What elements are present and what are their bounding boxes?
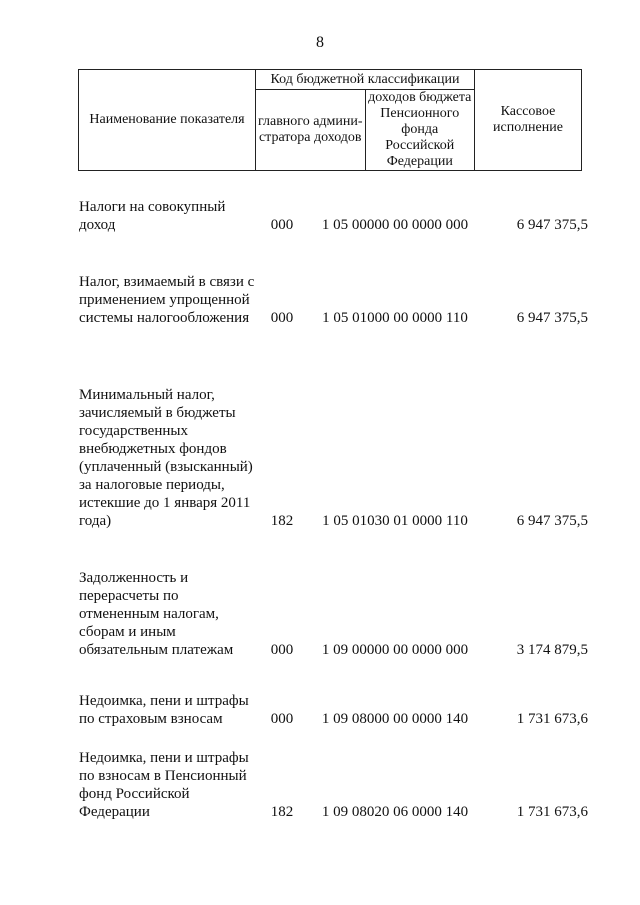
header-code-group: Код бюджетной классификации [256,70,475,90]
table-row [0,198,640,234]
header-revenue-column: доходов бюджета Пенсионного фонда Российской Федерации [365,90,475,171]
row-revenue-code: 1 09 08020 06 0000 140 [321,804,469,820]
row-name: Налоги на совокупный доход [79,199,226,233]
row-admin-code: 182 [270,513,294,529]
row-amount: 6 947 375,5 [516,310,588,326]
row-revenue-code: 1 09 08000 00 0000 140 [321,711,469,727]
row-amount: 6 947 375,5 [516,217,588,233]
row-admin-code: 000 [270,217,294,233]
row-name: Налог, взимаемый в связи с применением упрощенной системы налогообложения [79,274,255,326]
row-amount: 3 174 879,5 [516,642,588,658]
row-admin-code: 000 [270,642,294,658]
table-row [0,345,640,530]
header-admin-column: главного админи-стратора доходов [256,90,366,171]
table-row [0,254,640,327]
table-row [0,548,640,659]
header-cash-column: Кассовое исполнение [475,70,582,171]
row-name: Недоимка, пени и штрафы по взносам в Пенсионный фонд Российской Федерации [79,750,249,820]
page-number: 8 [316,34,324,51]
row-amount: 1 731 673,6 [516,711,588,727]
row-name: Недоимка, пени и штрафы по страховым взносам [79,693,249,727]
row-admin-code: 182 [270,804,294,820]
row-name: Задолженность и перерасчеты по отмененным налогам, сборам и иным обязательным платежам [79,570,234,658]
row-revenue-code: 1 05 01000 00 0000 110 [322,310,468,326]
row-admin-code: 000 [270,711,294,727]
row-revenue-code: 1 09 00000 00 0000 000 [321,642,469,658]
row-admin-code: 000 [270,310,294,326]
row-amount: 1 731 673,6 [516,804,588,820]
header-name-column: Наименование показателя [79,70,256,171]
table-row [0,746,640,821]
row-amount: 6 947 375,5 [516,513,588,529]
table-row [0,673,640,728]
row-name: Минимальный налог, зачисляемый в бюджеты государственных внебюджетных фондов (уплаченный (взысканный) за налоговые периоды, истекшие до 1 января 2011 года) [79,387,253,529]
row-revenue-code: 1 05 01030 01 0000 110 [322,513,468,529]
row-revenue-code: 1 05 00000 00 0000 000 [321,217,469,233]
